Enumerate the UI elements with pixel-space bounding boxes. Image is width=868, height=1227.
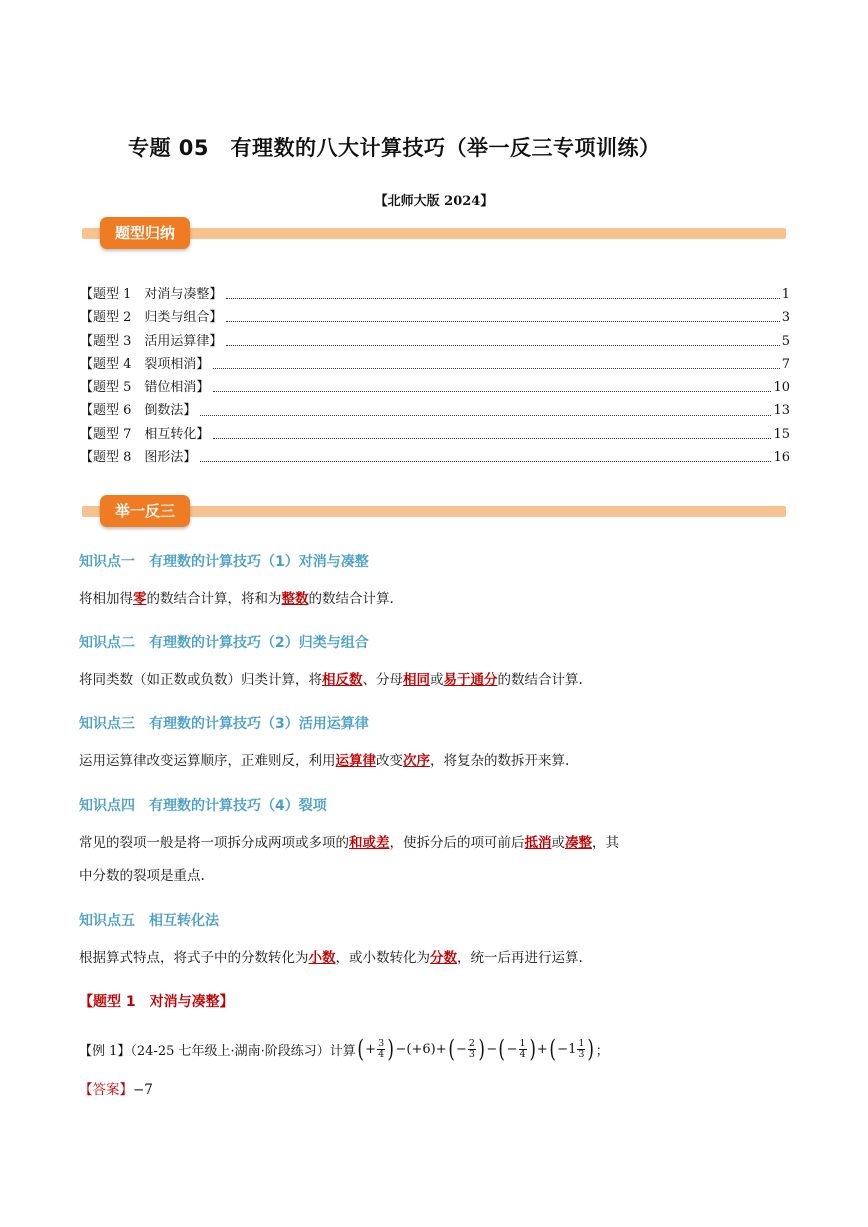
toc-page: 15 bbox=[773, 426, 790, 442]
toc-leader bbox=[226, 298, 779, 299]
keyword: 次序 bbox=[403, 753, 430, 769]
body-text: 中分数的裂项是重点. bbox=[79, 868, 205, 884]
body-text: ，或小数转化为 bbox=[335, 950, 430, 966]
expr-sign: + bbox=[365, 1041, 377, 1057]
body-text: 根据算式特点，将式子中的分数转化为 bbox=[79, 950, 309, 966]
toc-label: 【题型 7 相互转化】 bbox=[80, 426, 210, 442]
fraction: $\frac{1}{4}$ bbox=[519, 1037, 526, 1060]
body-text: 的数结合计算，将和为 bbox=[146, 591, 282, 607]
body-text: 或 bbox=[430, 672, 444, 688]
body-text: ，其 bbox=[592, 835, 619, 851]
toc-page: 3 bbox=[781, 310, 790, 326]
toc-label: 【题型 3 活用运算律】 bbox=[80, 333, 223, 349]
fraction: $\frac{1}{3}$ bbox=[578, 1037, 585, 1060]
toc-row[interactable] bbox=[80, 446, 790, 469]
expr-end: ； bbox=[595, 1043, 609, 1059]
toc-page: 7 bbox=[781, 356, 790, 372]
body-text: 将同类数（如正数或负数）归类计算，将 bbox=[79, 672, 322, 688]
toc-page: 16 bbox=[773, 450, 790, 466]
keyword: 整数 bbox=[281, 591, 309, 607]
toc-row[interactable] bbox=[80, 399, 790, 422]
toc-leader bbox=[226, 321, 779, 322]
knowledge-body bbox=[79, 827, 699, 893]
toc-row[interactable] bbox=[80, 376, 790, 399]
keyword: 易于通分 bbox=[443, 672, 498, 688]
toc-row[interactable] bbox=[80, 330, 790, 353]
knowledge-heading: 知识点二 有理数的计算技巧（2）归类与组合 bbox=[79, 635, 369, 651]
expr-sign: − bbox=[455, 1041, 467, 1057]
toc-label: 【题型 8 图形法】 bbox=[80, 450, 197, 466]
toc-leader bbox=[213, 438, 771, 439]
example-1: 【例 1】（24-25 七年级上·湖南·阶段练习）计算 ( + $\frac{3}{4}$ ) − (+6) + ( − $\frac{2}{3}$ ) − ( − $\frac{1}{4}$ ) + ( −1 $\frac{1}{3}$ ) ； bbox=[79, 1035, 609, 1063]
knowledge-body bbox=[79, 745, 699, 778]
body-text: ，使拆分后的项可前后 bbox=[389, 835, 525, 851]
toc-row[interactable] bbox=[80, 283, 790, 306]
expr-term: (+6) bbox=[406, 1041, 436, 1057]
knowledge-body bbox=[79, 664, 699, 697]
toc-leader bbox=[213, 368, 779, 369]
answer-value: −7 bbox=[133, 1082, 153, 1098]
knowledge-heading: 知识点五 相互转化法 bbox=[79, 913, 219, 929]
toc-row[interactable] bbox=[80, 353, 790, 376]
expr-operator: − bbox=[395, 1041, 407, 1057]
example-prefix: 【例 1】（24-25 七年级上·湖南·阶段练习）计算 bbox=[79, 1043, 356, 1059]
toc-label: 【题型 2 归类与组合】 bbox=[80, 310, 223, 326]
keyword: 凑整 bbox=[565, 835, 592, 851]
toc-row[interactable] bbox=[80, 306, 790, 329]
body-text: 常见的裂项一般是将一项拆分成两项或多项的 bbox=[79, 835, 349, 851]
body-text: ，将复杂的数拆开来算. bbox=[430, 753, 570, 769]
section-tab-toc: 题型归纳 bbox=[100, 217, 190, 249]
body-text: 或 bbox=[551, 835, 565, 851]
expr-operator: + bbox=[435, 1041, 447, 1057]
knowledge-heading: 知识点三 有理数的计算技巧（3）活用运算律 bbox=[79, 716, 369, 732]
keyword: 相反数 bbox=[322, 672, 363, 688]
knowledge-heading: 知识点四 有理数的计算技巧（4）裂项 bbox=[79, 798, 327, 814]
keyword: 运算律 bbox=[335, 753, 376, 769]
expr-sign: − bbox=[506, 1041, 518, 1057]
page-title: 专题 05 有理数的八大计算技巧（举一反三专项训练） bbox=[128, 136, 661, 160]
toc-label: 【题型 6 倒数法】 bbox=[80, 403, 197, 419]
body-text: ，统一后再进行运算. bbox=[457, 950, 583, 966]
fraction: $\frac{3}{4}$ bbox=[378, 1037, 385, 1060]
expr-operator: + bbox=[536, 1041, 548, 1057]
keyword: 分数 bbox=[430, 950, 457, 966]
table-of-contents bbox=[80, 283, 790, 469]
toc-label: 【题型 5 错位相消】 bbox=[80, 380, 210, 396]
expr-operator: − bbox=[486, 1041, 498, 1057]
fraction: $\frac{2}{3}$ bbox=[468, 1037, 475, 1060]
toc-page: 13 bbox=[773, 403, 790, 419]
body-text: 改变 bbox=[376, 753, 403, 769]
toc-page: 10 bbox=[773, 380, 790, 396]
knowledge-body bbox=[79, 583, 699, 616]
body-text: 的数结合计算. bbox=[497, 672, 583, 688]
body-text: 将相加得 bbox=[79, 591, 133, 607]
keyword: 抵消 bbox=[524, 835, 552, 851]
body-text: 的数结合计算. bbox=[308, 591, 394, 607]
toc-leader bbox=[200, 415, 771, 416]
answer-line bbox=[79, 1078, 153, 1098]
toc-leader bbox=[226, 345, 779, 346]
keyword: 相同 bbox=[403, 672, 430, 688]
toc-page: 5 bbox=[781, 333, 790, 349]
keyword: 零 bbox=[133, 591, 147, 607]
keyword: 和或差 bbox=[349, 835, 390, 851]
toc-page: 1 bbox=[781, 287, 790, 302]
expr-sign: −1 bbox=[557, 1041, 577, 1057]
toc-label: 【题型 1 对消与凑整】 bbox=[80, 287, 223, 302]
toc-row[interactable] bbox=[80, 423, 790, 446]
toc-label: 【题型 4 裂项相消】 bbox=[80, 356, 210, 372]
type1-heading: 【题型 1 对消与凑整】 bbox=[79, 994, 234, 1010]
section-tab-practice: 举一反三 bbox=[100, 495, 190, 527]
knowledge-heading: 知识点一 有理数的计算技巧（1）对消与凑整 bbox=[79, 554, 369, 570]
edition-label: 【北师大版 2024】 bbox=[374, 194, 494, 209]
toc-leader bbox=[213, 391, 771, 392]
body-text: 、分母 bbox=[362, 672, 403, 688]
answer-label: 【答案】 bbox=[79, 1082, 133, 1098]
knowledge-body bbox=[79, 942, 699, 975]
body-text: 运用运算律改变运算顺序，正难则反，利用 bbox=[79, 753, 336, 769]
toc-leader bbox=[200, 461, 771, 462]
keyword: 小数 bbox=[308, 950, 336, 966]
